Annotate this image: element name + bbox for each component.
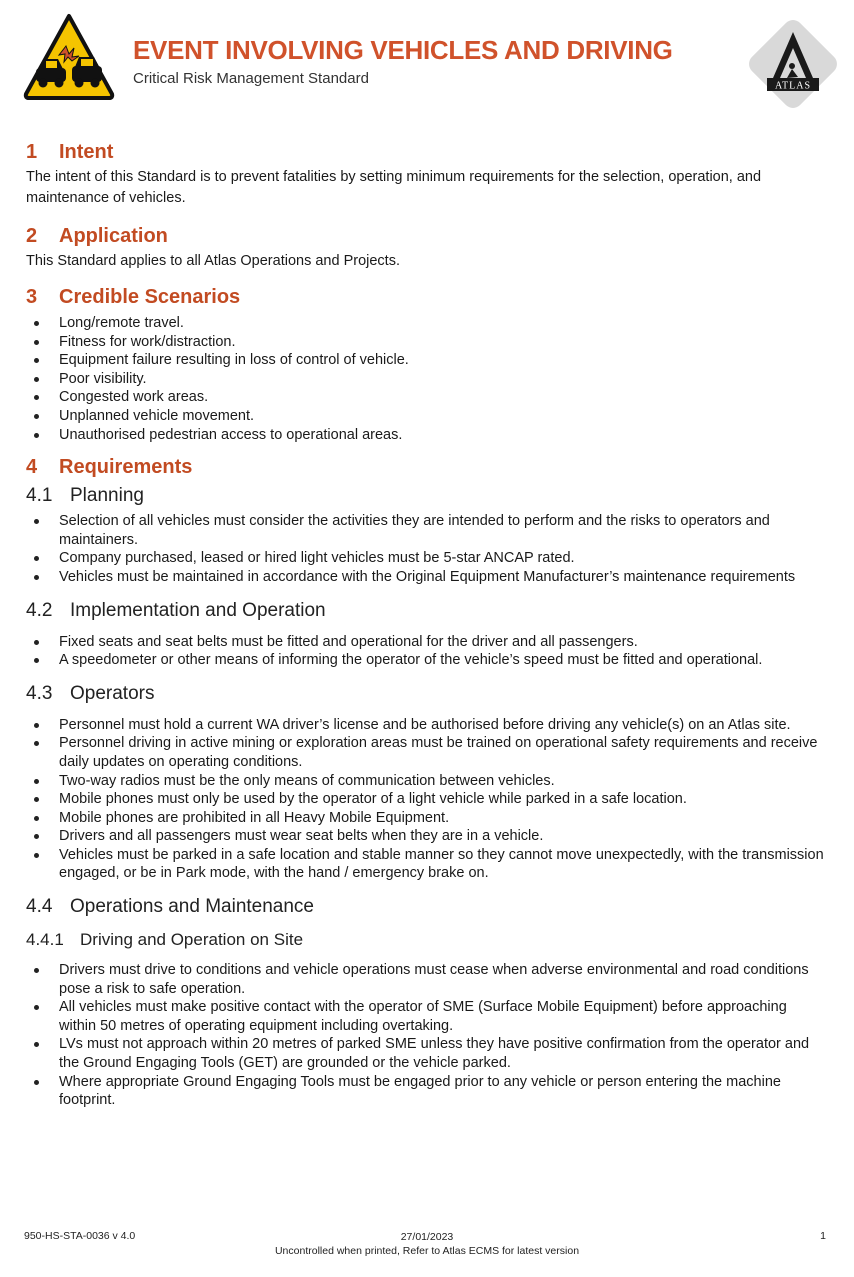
warning-vehicle-collision-icon	[22, 12, 116, 100]
list-item: Fixed seats and seat belts must be fitted and operational for the driver and all passengers.	[26, 633, 826, 652]
list-item: Personnel driving in active mining or exploration areas must be trained on operational safety requirements and receive daily updates on operating conditions.	[26, 734, 826, 771]
document-title: EVENT INVOLVING VEHICLES AND DRIVING	[133, 35, 673, 65]
list-item: Two-way radios must be the only means of communication between vehicles.	[26, 772, 826, 791]
list-item: Personnel must hold a current WA driver’s license and be authorised before driving any vehicle(s) on an Atlas site.	[26, 716, 826, 735]
list-item: Where appropriate Ground Engaging Tools must be engaged prior to any vehicle or person entering the machine footprint.	[26, 1073, 826, 1110]
subsection-heading-operations-maintenance: 4.4 Operations and Maintenance	[26, 896, 314, 918]
list-item: Mobile phones must only be used by the operator of a light vehicle while parked in a safe location.	[26, 790, 826, 809]
intent-text: The intent of this Standard is to prevent fatalities by setting minimum requirements for the selection, operation, and maintenance of vehicles.	[26, 169, 762, 206]
section-heading-application: 2 Application	[26, 225, 168, 247]
page-number: 1	[820, 1230, 826, 1242]
list-item: Equipment failure resulting in loss of control of vehicle.	[26, 351, 826, 370]
list-item: Long/remote travel.	[26, 314, 826, 333]
document-body	[26, 137, 826, 1110]
section-heading-scenarios: 3 Credible Scenarios	[26, 286, 241, 308]
list-item: Selection of all vehicles must consider the activities they are intended to perform and the risks to operators and maintainers.	[26, 512, 826, 549]
scenarios-list	[26, 314, 826, 444]
subsection-heading-planning: 4.1 Planning	[26, 485, 144, 507]
list-item: Unauthorised pedestrian access to operational areas.	[26, 426, 826, 445]
subsubsection-heading-driving: 4.4.1 Driving and Operation on Site	[26, 930, 304, 950]
list-item: Vehicles must be parked in a safe location and stable manner so they cannot move unexpectedly, with the transmission engaged, or be in Park mode, with the hand / emergency brake on.	[26, 846, 826, 883]
document-subtitle: Critical Risk Management Standard	[133, 70, 369, 87]
uncontrolled-notice: Uncontrolled when printed, Refer to Atlas ECMS for latest version	[274, 1245, 580, 1257]
section-heading-requirements: 4 Requirements	[26, 456, 193, 479]
subsection-heading-operators: 4.3 Operators	[26, 682, 155, 704]
section-heading-intent: 1 Intent	[26, 141, 114, 163]
list-item: LVs must not approach within 20 metres of parked SME unless they have positive confirmation from the operator and the Ground Engaging Tools (GET) are grounded or the vehicle parked.	[26, 1035, 826, 1072]
list-item: Vehicles must be maintained in accordance with the Original Equipment Manufacturer’s maintenance requirements	[26, 568, 826, 587]
document-header	[0, 0, 854, 120]
document-date: 27/01/2023	[400, 1231, 454, 1243]
operators-list	[26, 716, 826, 883]
list-item: Drivers must drive to conditions and vehicle operations must cease when adverse environmental and road conditions pose a risk to safe operation.	[26, 961, 826, 998]
list-item: A speedometer or other means of informing the operator of the vehicle’s speed must be fitted and operational.	[26, 651, 826, 670]
subsection-heading-implementation: 4.2 Implementation and Operation	[26, 599, 326, 621]
logo-text: ATLAS	[774, 80, 812, 92]
planning-list	[26, 512, 826, 586]
list-item: Fitness for work/distraction.	[26, 333, 826, 352]
footer-center	[0, 1230, 854, 1258]
list-item: Mobile phones are prohibited in all Heavy Mobile Equipment.	[26, 809, 826, 828]
list-item: Drivers and all passengers must wear seat belts when they are in a vehicle.	[26, 827, 826, 846]
application-text: This Standard applies to all Atlas Operations and Projects.	[26, 253, 400, 269]
list-item: Poor visibility.	[26, 370, 826, 389]
implementation-list	[26, 633, 826, 670]
list-item: Company purchased, leased or hired light vehicles must be 5-star ANCAP rated.	[26, 549, 826, 568]
list-item: All vehicles must make positive contact with the operator of SME (Surface Mobile Equipment) before approaching within 50 metres of operating equipment including overtaking.	[26, 998, 826, 1035]
list-item: Unplanned vehicle movement.	[26, 407, 826, 426]
document-footer	[0, 1226, 854, 1266]
atlas-logo	[742, 14, 844, 114]
list-item: Congested work areas.	[26, 388, 826, 407]
document-code: 950-HS-STA-0036 v 4.0	[24, 1230, 136, 1242]
driving-list	[26, 961, 826, 1110]
